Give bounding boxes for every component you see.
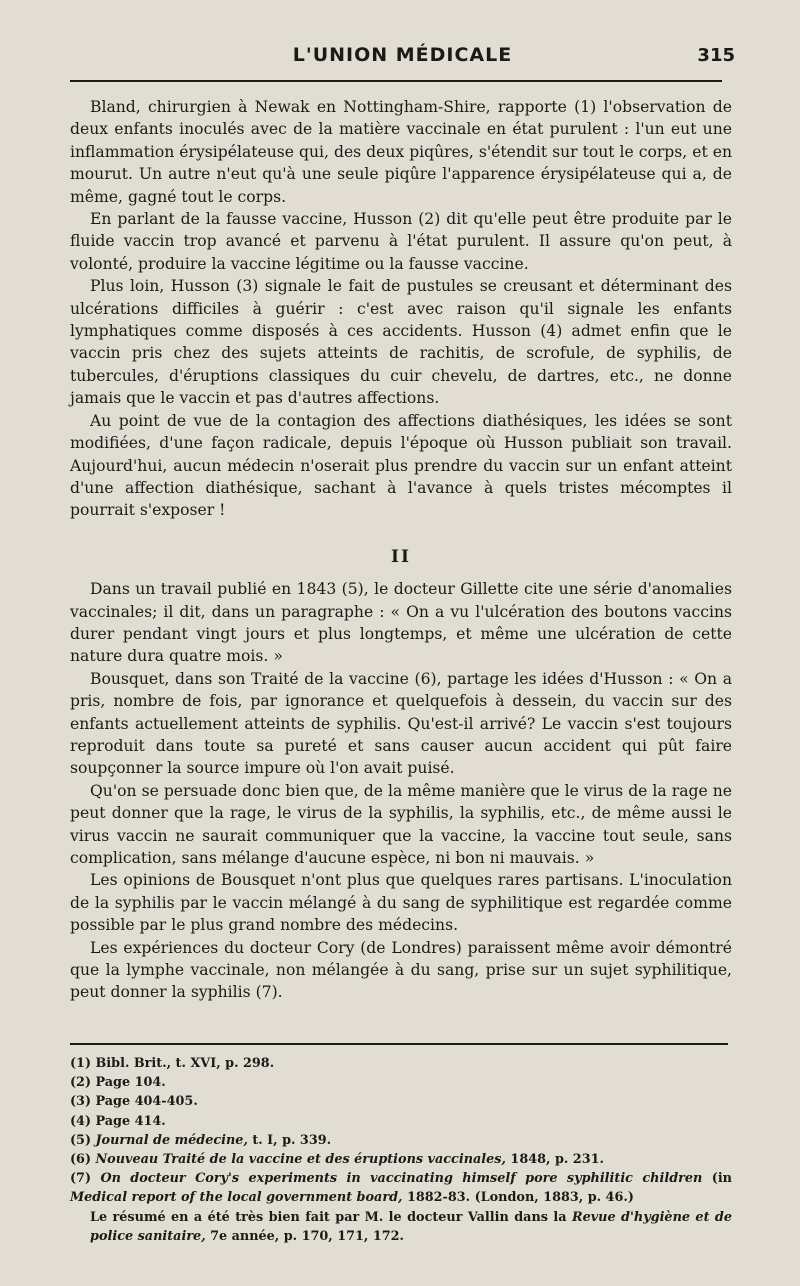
- footnote-3: (3) Page 404-405.: [70, 1094, 198, 1110]
- footnote-5: [70, 1131, 732, 1150]
- paragraph: En parlant de la fausse vaccine, Husson (2) dit qu'elle peut être produite par le fluide vaccin trop avancé et parvenu à l'état purulent. Il assure qu'on peut, à volonté, produire la vaccine légitime ou la fausse vaccine.: [70, 210, 732, 273]
- footnote-text: (in: [702, 1171, 732, 1187]
- footnote-4: (4) Page 414.: [70, 1113, 166, 1129]
- footnote-1: (1) Bibl. Brit., t. XVI, p. 298.: [70, 1056, 275, 1071]
- page-number: 315: [697, 45, 735, 66]
- footnote-6: [70, 1150, 732, 1169]
- paragraph: Les expériences du docteur Cory (de Londres) paraissent même avoir démontré que la lymphe vaccinale, non mélangée à du sang, prise sur un sujet syphilitique, peut donner la syphilis (7).: [70, 938, 732, 1002]
- footnote-note: [70, 1208, 732, 1246]
- note-journal: Revue d'hygiène et de police sanitaire,: [90, 1209, 732, 1244]
- note-text: Le résumé en a été très bien fait par M. le docteur Vallin dans la: [90, 1209, 572, 1225]
- footnote-title: On docteur Cory's experiments in vaccinating himself pore syphilitic children: [100, 1171, 703, 1187]
- paragraph: Au point de vue de la contagion des affections diathésiques, les idées se sont modifiées, d'une façon radicale, depuis l'époque où Husson publiait son travail. Aujourd'hui, aucun médecin n'oserait plus prendre du vaccin sur un enfant atteint d'une affection diathésique, sachant à l'avance à quels tristes mécomptes il pourrait s'exposer !: [70, 411, 732, 520]
- paragraph: Plus loin, Husson (3) signale le fait de pustules se creusant et déterminant des ulcérations difficiles à guérir : c'est avec raison qu'il signale les enfants lymphatiques comme disposés à ces accidents. Husson (4) admet enfin que le vaccin pris chez des sujets atteints de rachitis, de scrofule, de syphilis, de tubercules, d'éruptions classiques du cuir chevelu, de dartres, etc., ne donne jamais que le vaccin et pas d'autres affections.: [70, 277, 732, 408]
- footnote-7: [70, 1169, 732, 1207]
- header-rule: [70, 80, 722, 82]
- footnote-source: Medical report of the local government board,: [70, 1190, 403, 1206]
- paragraph: Bousquet, dans son Traité de la vaccine (6), partage les idées d'Husson : « On a pris, nombre de fois, par ignorance et quelquefois à dessein, du vaccin sur des enfants actuellement atteints de syphilis. Qu'est-il arrivé? Le vaccin s'est toujours reproduit dans toute sa pureté et sans causer aucun accident qui pût faire soupçonner la source impure où l'on avait puisé.: [70, 669, 732, 778]
- footnote-title: Nouveau Traité de la vaccine et des éruptions vaccinales,: [95, 1152, 506, 1168]
- footnote-rule: [70, 1043, 728, 1045]
- footnote-number: (5): [70, 1132, 96, 1148]
- paragraph: Les opinions de Bousquet n'ont plus que quelques rares partisans. L'inoculation de la syphilis par le vaccin mélangé à du sang de syphilitique est regardée comme possible par le plus grand nombre des médecins.: [70, 871, 732, 935]
- page-header: [70, 44, 735, 74]
- running-title: L'UNION MÉDICALE: [292, 44, 513, 66]
- footnote-text: 1882-83. (London, 1883, p. 46.): [402, 1190, 634, 1206]
- footnote-text: 1848, p. 231.: [505, 1152, 604, 1168]
- note-text: 7e année, p. 170, 171, 172.: [205, 1228, 404, 1244]
- footnote-number: (6): [70, 1152, 96, 1168]
- footnote-text: t. I, p. 339.: [247, 1132, 332, 1148]
- main-text: [70, 96, 732, 1004]
- paragraph: Bland, chirurgien à Newak en Nottingham-Shire, rapporte (1) l'observation de deux enfants inoculés avec de la matière vaccinale en état purulent : l'un eut une inflammation érysipélateuse qui, des deux piqûres, s'étendit sur tout le corps, et en mourut. Un autre n'eut qu'à une seule piqûre l'apparence érysipélateuse qui a, de même, gagné tout le corps.: [70, 98, 732, 206]
- footnote-title: Journal de médecine,: [95, 1132, 248, 1148]
- footnote-2: (2) Page 104.: [70, 1075, 166, 1091]
- footnote-number: (7): [70, 1171, 101, 1187]
- paragraph: Qu'on se persuade donc bien que, de la même manière que le virus de la rage ne peut donner que la rage, le virus de la syphilis, la syphilis, etc., de même aussi le virus vaccin ne saurait communiquer que la vaccine, la vaccine tout seule, sans complication, sans mélange d'aucune espèce, ni bon ni mauvais. »: [70, 781, 732, 867]
- section-heading: II: [391, 546, 411, 567]
- paragraph: Dans un travail publié en 1843 (5), le docteur Gillette cite une série d'anomalies vaccinales; il dit, dans un paragraphe : « On a vu l'ulcération des boutons vaccins durer pendant vingt jours et plus longtemps, et même une ulcération de cette nature dura quatre mois. »: [70, 580, 732, 666]
- footnotes: [70, 1054, 732, 1246]
